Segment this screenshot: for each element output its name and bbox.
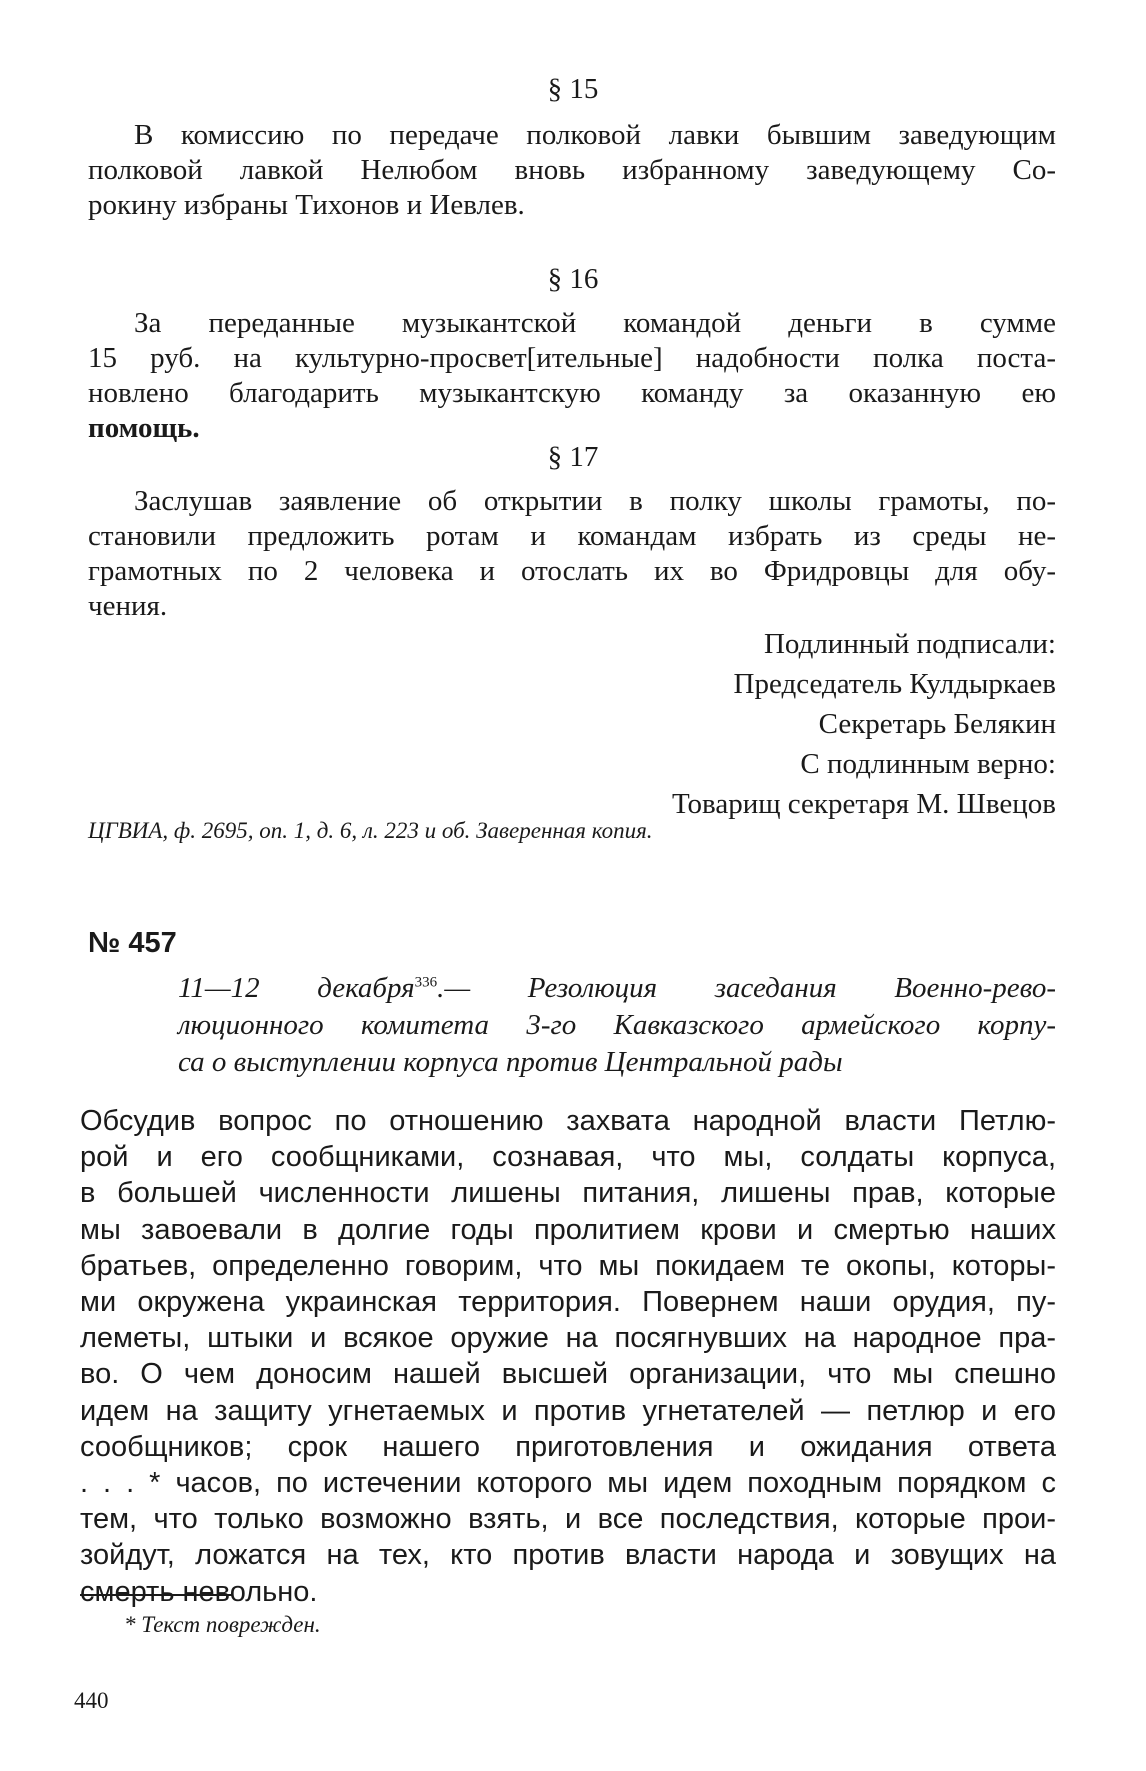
text-line: ми окружена украинская территория. Повернем наши орудия, пу- xyxy=(80,1286,1056,1319)
text-line: чения. xyxy=(88,590,168,622)
text-line: 15 руб. на культурно-просвет[ительные] надобности полка поста- xyxy=(88,342,1056,374)
document-number: № 457 xyxy=(88,927,177,959)
signature-line: С подлинным верно: xyxy=(800,748,1056,780)
signature-line: Подлинный подписали: xyxy=(763,628,1056,660)
text-line: Обсудив вопрос по отношению захвата народной власти Петлю- xyxy=(80,1105,1056,1137)
section-17-text xyxy=(88,484,1056,624)
signature-line: Секретарь Белякин xyxy=(818,708,1056,740)
section-15-text xyxy=(88,118,1056,223)
title-date: 11—12 декабря xyxy=(178,972,415,1004)
text-line: новлено благодарить музыкантскую команду за оказанную ею xyxy=(88,377,1056,409)
title-text: .— Резолюция заседания Военно-рево- xyxy=(437,972,1057,1004)
text-line: В комиссию по передаче полковой лавки бывшим заведующим xyxy=(134,119,1056,151)
text-line: зойдут, ложатся на тех, кто против власти народа и зовущих на xyxy=(80,1539,1056,1572)
footnote-divider xyxy=(80,1594,232,1596)
text-line: рокину избраны Тихонов и Иевлев. xyxy=(88,189,525,221)
signature-line: Председатель Кулдыркаев xyxy=(733,668,1056,700)
text-line: помощь. xyxy=(88,412,200,444)
title-line: са о выступлении корпуса против Центральной рады xyxy=(178,1046,843,1078)
text-line: За переданные музыкантской командой деньги в сумме xyxy=(134,307,1056,339)
text-line: в большей численности лишены питания, лишены прав, которые xyxy=(80,1177,1056,1210)
text-line: сообщников; срок нашего приготовления и ожидания ответа xyxy=(80,1430,1056,1463)
section-16-heading: § 16 xyxy=(547,263,599,295)
text-line: Заслушав заявление об открытии в полку школы грамоты, по- xyxy=(134,485,1056,517)
text-line: тем, что только возможно взять, и все последствия, которые прои- xyxy=(80,1503,1056,1536)
footnote-ref: 336 xyxy=(414,974,438,991)
text-line: идем на защиту угнетаемых и против угнетателей — петлюр и его xyxy=(80,1394,1056,1427)
text-line: . . . * часов, по истечении которого мы идем походным порядком с xyxy=(80,1467,1056,1500)
signature-line: Товарищ секретаря М. Швецов xyxy=(671,788,1056,820)
section-15-heading: § 15 xyxy=(547,73,599,105)
title-line xyxy=(178,970,1056,1007)
text-line: становили предложить ротам и командам избрать из среды не- xyxy=(88,520,1056,552)
signature-block xyxy=(672,624,1056,824)
page-number: 440 xyxy=(74,1688,109,1713)
section-16-text xyxy=(88,306,1056,446)
text-line: леметы, штыки и всякое оружие на посягнувших на народное пра- xyxy=(80,1322,1056,1355)
text-line: полковой лавкой Нелюбом вновь избранному заведующему Со- xyxy=(88,154,1056,186)
resolution-text xyxy=(80,1103,1056,1610)
text-line: грамотных по 2 человека и отослать их во Фридровцы для обу- xyxy=(88,555,1056,587)
document-title xyxy=(178,970,1056,1081)
text-line: смерть невольно. xyxy=(80,1575,318,1608)
section-17-heading: § 17 xyxy=(547,441,599,473)
text-line: мы завоевали в долгие годы пролитием крови и смертью наших xyxy=(80,1213,1056,1246)
archive-reference: ЦГВИА, ф. 2695, оп. 1, д. 6, л. 223 и об. Заверенная копия. xyxy=(88,818,653,843)
text-line: братьев, определенно говорим, что мы покидаем те окопы, которы- xyxy=(80,1249,1056,1282)
text-line: во. О чем доносим нашей высшей организации, что мы спешно xyxy=(80,1358,1056,1391)
text-line: рой и его сообщниками, сознавая, что мы, солдаты корпуса, xyxy=(80,1141,1056,1174)
footnote: * Текст поврежден. xyxy=(124,1612,321,1637)
title-line: люционного комитета 3-го Кавказского армейского корпу- xyxy=(178,1009,1056,1041)
